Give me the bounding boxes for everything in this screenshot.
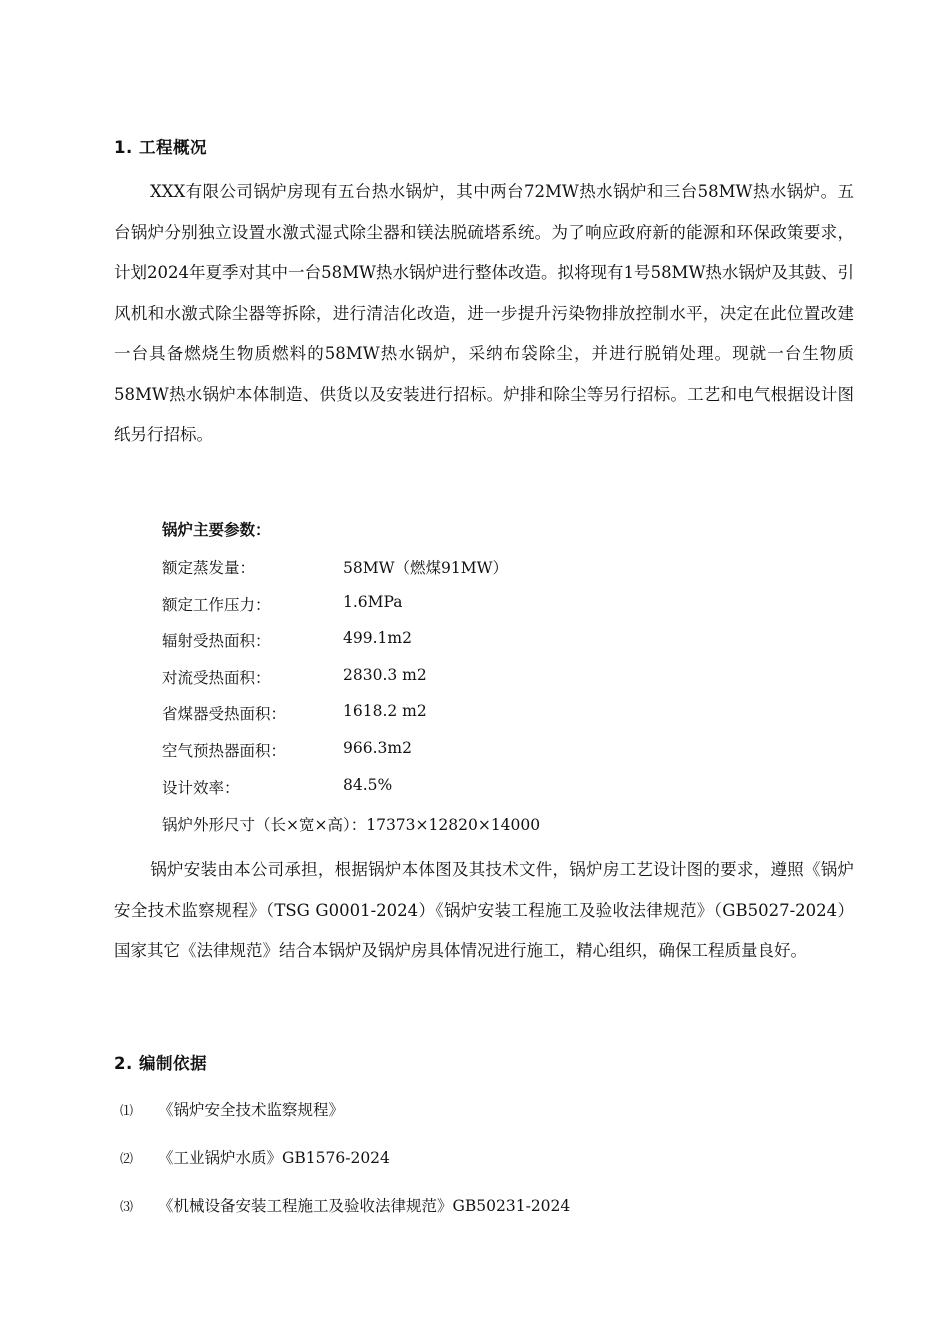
param-label: 辐射受热面积：	[162, 632, 271, 650]
reference-number: ⑴	[120, 1104, 134, 1119]
installation-paragraph	[114, 850, 854, 972]
intro-text: XXX有限公司锅炉房现有五台热水锅炉，其中两台72MW热水锅炉和三台58MW热水锅炉。五台锅炉分别独立设置水激式湿式除尘器和镁法脱硫塔系统。为了响应政府新的能源和环保政策要求，计划2024年夏季对其中一台58MW热水锅炉进行整体改造。拟将现有1号58MW热水锅炉及其鼓、引风机和水激式除尘器等拆除，进行清洁化改造，进一步提升污染物排放控制水平，决定在此位置改建一台具备燃烧生物质燃料的58MW热水锅炉，采纳布袋除尘，并进行脱销处理。现就一台生物质58MW热水锅炉本体制造、供货以及安装进行招标。炉排和除尘等另行招标。工艺和电气根据设计图纸另行招标。	[114, 182, 854, 444]
reference-text: 《工业锅炉水质》GB1576-2024	[158, 1149, 390, 1167]
param-value: 966.3m2	[343, 739, 412, 757]
param-value: 1618.2 m2	[343, 702, 427, 720]
reference-text: 《机械设备安装工程施工及验收法律规范》GB50231-2024	[158, 1197, 571, 1215]
param-value: 2830.3 m2	[343, 666, 427, 684]
reference-item	[120, 1146, 390, 1168]
boiler-params-heading: 锅炉主要参数：	[162, 521, 271, 539]
boiler-dimensions: 锅炉外形尺寸（长×宽×高）：17373×12820×14000	[162, 816, 541, 834]
section-1-intro-paragraph	[114, 172, 854, 456]
installation-text: 锅炉安装由本公司承担，根据锅炉本体图及其技术文件，锅炉房工艺设计图的要求，遵照《锅炉安全技术监察规程》（TSG G0001-2024）《锅炉安装工程施工及验收法律规范》（GB5027-2024）国家其它《法律规范》结合本锅炉及锅炉房具体情况进行施工，精心组织，确保工程质量良好。	[114, 860, 854, 960]
section-2-heading: 2. 编制依据	[114, 1054, 207, 1073]
param-label: 对流受热面积：	[162, 669, 271, 687]
reference-number: ⑶	[120, 1200, 134, 1215]
param-label: 额定工作压力：	[162, 596, 271, 614]
param-value: 1.6MPa	[343, 593, 403, 611]
section-1-heading: 1. 工程概况	[114, 138, 207, 157]
param-label: 额定蒸发量：	[162, 559, 256, 577]
reference-item	[120, 1194, 570, 1216]
param-label: 空气预热器面积：	[162, 742, 287, 760]
reference-text: 《锅炉安全技术监察规程》	[158, 1101, 345, 1119]
param-label: 设计效率：	[162, 779, 240, 797]
reference-item	[120, 1098, 344, 1120]
param-value: 58MW（燃煤91MW）	[343, 559, 509, 577]
param-value: 84.5%	[343, 776, 393, 794]
reference-number: ⑵	[120, 1152, 134, 1167]
param-value: 499.1m2	[343, 629, 412, 647]
param-label: 省煤器受热面积：	[162, 705, 287, 723]
